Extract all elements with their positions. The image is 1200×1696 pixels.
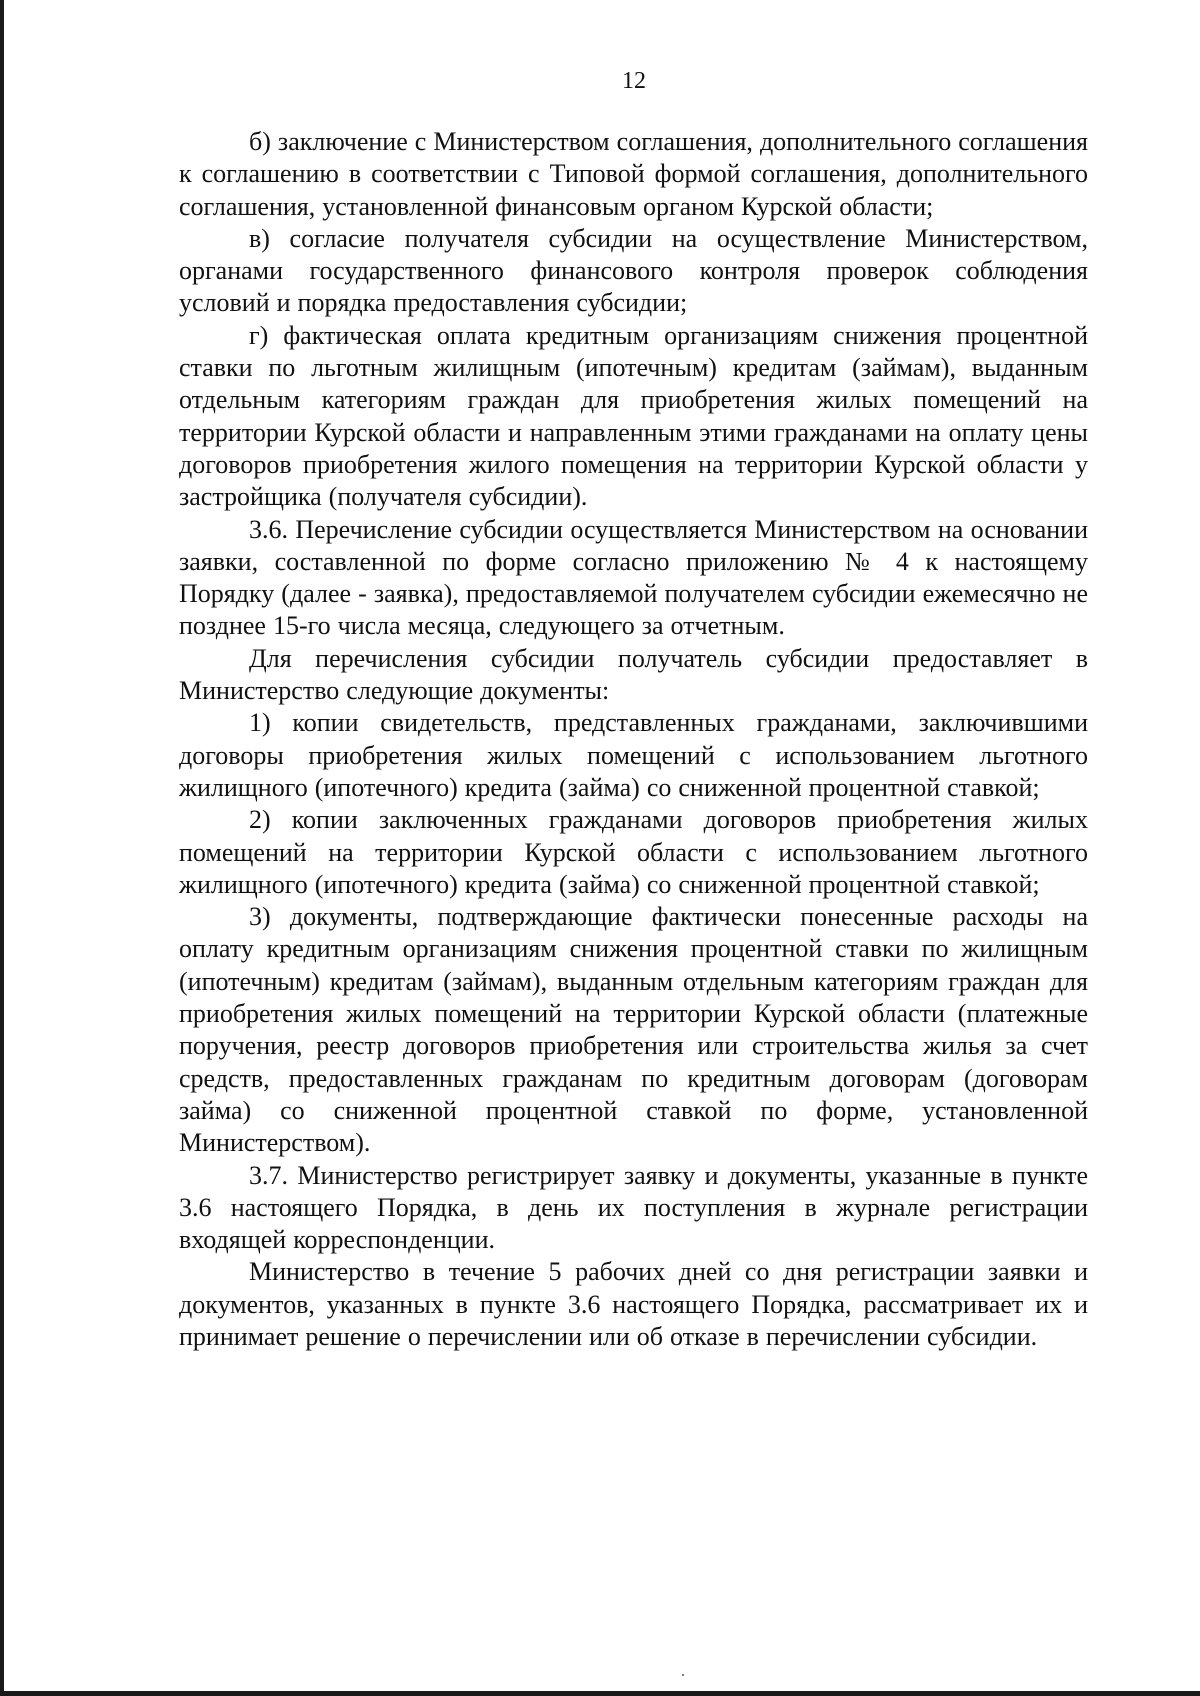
list-item-2-contracts: 2) копии заключенных гражданами договоров приобретения жилых помещений на территории Курской области с использованием льготного жилищного (ипотечного) кредита (займа) со сниженной процентной ставкой; <box>179 805 1088 899</box>
list-item-3-expenses: 3) документы, подтверждающие фактически понесенные расходы на оплату кредитным организациям снижения процентной ставки по жилищным (ипотечным) кредитам (займам), выданным отдельным категориям граждан для приобретения жилых помещений на территории Курской области (платежные поручения, реестр договоров приобретения или строительства жилья за счет средств, предоставленных гражданам по кредитным договорам (договорам займа) со сниженной процентной ставкой по форме, установленной Министерством). <box>179 902 1088 1158</box>
paragraph-g-payment: г) фактическая оплата кредитным организациям снижения процентной ставки по льготным жилищным (ипотечным) кредитам (займам), выданным отдельным категориям граждан для приобретения жилых помещений на территории Курской области и направленным этими гражданами на оплату цены договоров приобретения жилого помещения на территории Курской области у застройщика (получателя субсидии). <box>179 320 1088 512</box>
page-number: 12 <box>622 68 646 94</box>
paragraph-review-decision: Министерство в течение 5 рабочих дней со дня регистрации заявки и документов, указанных в пункте 3.6 настоящего Порядка, рассматривает их и принимает решение о перечислении или об отказе в перечислении субсидии. <box>179 1257 1088 1351</box>
paragraph-v-consent: в) согласие получателя субсидии на осуществление Министерством, органами государственного финансового контроля проверок соблюдения условий и порядка предоставления субсидии; <box>179 223 1088 318</box>
scan-speck <box>682 1674 684 1676</box>
scan-edge-left <box>0 0 4 1696</box>
document-body <box>179 126 1088 1353</box>
paragraph-b-agreement: б) заключение с Министерством соглашения, дополнительного соглашения к соглашению в соответствии с Типовой формой соглашения, дополнительного соглашения, установленной финансовым органом Курской области; <box>179 127 1088 221</box>
paragraph-documents-intro: Для перечисления субсидии получатель субсидии предоставляет в Министерство следующие документы: <box>179 643 1088 706</box>
paragraph-3-6-transfer: 3.6. Перечисление субсидии осуществляется Министерством на основании заявки, составленной по форме согласно приложению № 4 к настоящему Порядку (далее - заявка), предоставляемой получателем субсидии ежемесячно не позднее 15-го числа месяца, следующего за отчетным. <box>179 514 1088 641</box>
list-item-1-certificates: 1) копии свидетельств, представленных гражданами, заключившими договоры приобретения жилых помещений с использованием льготного жилищного (ипотечного) кредита (займа) со сниженной процентной ставкой; <box>179 708 1088 802</box>
scan-edge-bottom <box>0 1691 1200 1696</box>
paragraph-3-7-registration: 3.7. Министерство регистрирует заявку и документы, указанные в пункте 3.6 настоящего Порядка, в день их поступления в журнале регистрации входящей корреспонденции. <box>179 1160 1088 1255</box>
